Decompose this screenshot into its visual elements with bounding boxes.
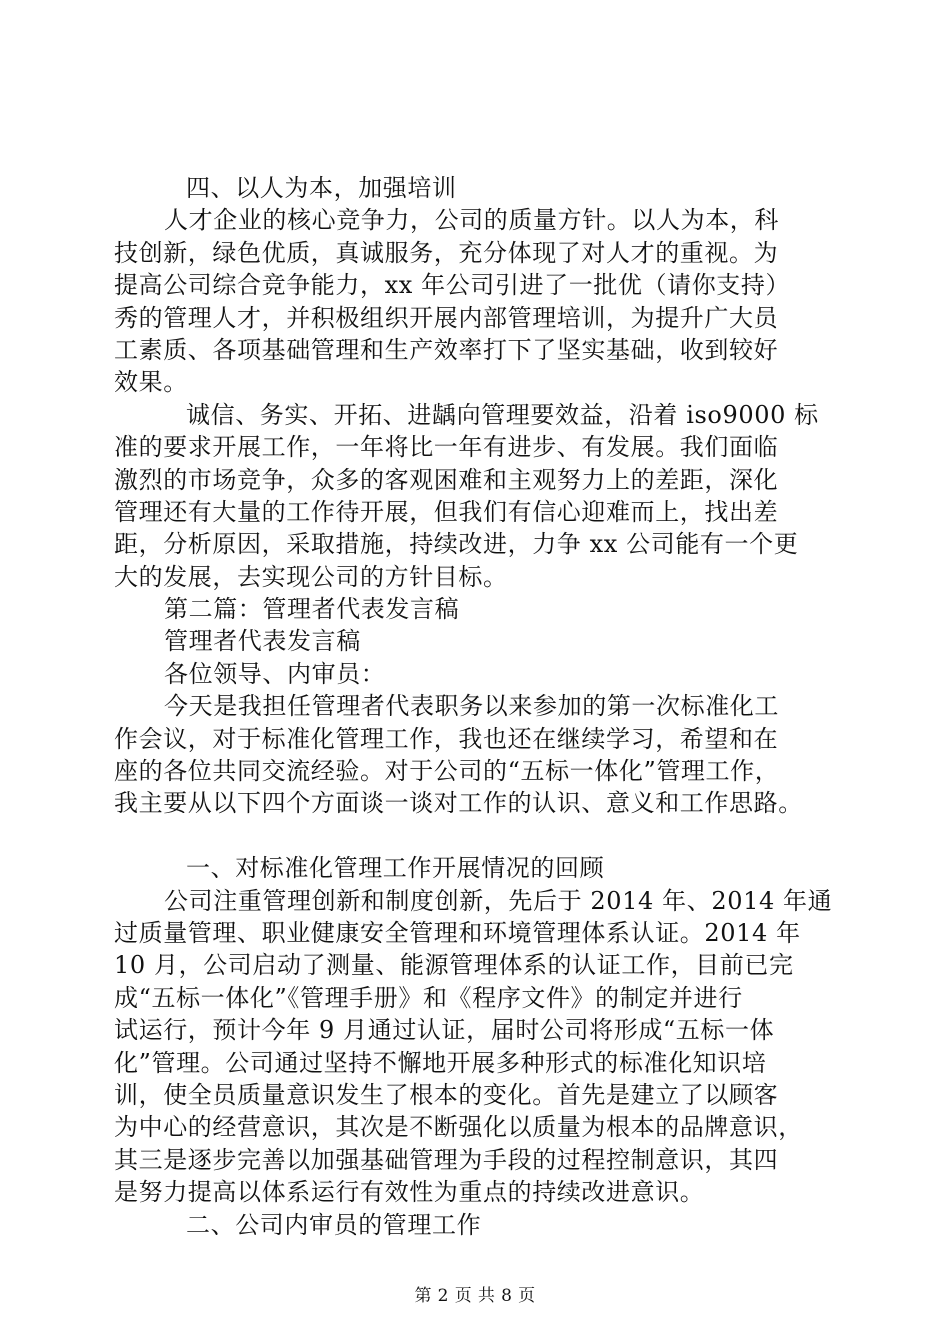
- text-line: 提高公司综合竞争能力，xx 年公司引进了一批优（请你支持）: [114, 271, 791, 300]
- text-line: 四、以人为本，加强培训: [186, 174, 457, 202]
- text-line: 人才企业的核心竞争力，公司的质量方针。以人为本，科: [164, 206, 779, 235]
- text-line: 为中心的经营意识，其次是不断强化以质量为根本的品牌意识，: [114, 1113, 803, 1142]
- text-line: 今天是我担任管理者代表职务以来参加的第一次标准化工: [164, 692, 779, 721]
- blank-line: [114, 820, 854, 852]
- text-line: 效果。: [114, 368, 188, 397]
- text-line: 训，使全员质量意识发生了根本的变化。首先是建立了以顾客: [114, 1080, 779, 1109]
- text-line: 其三是逐步完善以加强基础管理为手段的过程控制意识，其四: [114, 1145, 779, 1174]
- text-line: 二、公司内审员的管理工作: [186, 1210, 482, 1239]
- text-line: 试运行，预计今年 9 月通过认证，届时公司将形成“五标一体: [114, 1016, 775, 1045]
- text-line: 准的要求开展工作，一年将比一年有进步、有发展。我们面临: [114, 433, 779, 462]
- page-footer: 第 2 页 共 8 页: [414, 1286, 536, 1306]
- text-line: 激烈的市场竞争，众多的客观困难和主观努力上的差距，深化: [114, 465, 779, 494]
- text-line: 第二篇：管理者代表发言稿: [164, 595, 460, 624]
- text-line: 是努力提高以体系运行有效性为重点的持续改进意识。: [114, 1178, 705, 1207]
- text-line: 工素质、各项基础管理和生产效率打下了坚实基础，收到较好: [114, 335, 779, 364]
- text-line: 秀的管理人才，并积极组织开展内部管理培训，为提升广大员: [114, 303, 779, 332]
- text-line: 技创新，绿色优质，真诚服务，充分体现了对人才的重视。为: [114, 238, 779, 267]
- text-line: 管理还有大量的工作待开展，但我们有信心迎难而上，找出差: [114, 497, 779, 526]
- text-line: 一、对标准化管理工作开展情况的回顾: [186, 854, 605, 883]
- text-line: 距，分析原因，采取措施，持续改进，力争 xx 公司能有一个更: [114, 530, 799, 559]
- text-line: 作会议，对于标准化管理工作，我也还在继续学习，希望和在: [114, 724, 779, 753]
- text-line: 公司注重管理创新和制度创新，先后于 2014 年、2014 年通: [164, 886, 833, 915]
- text-line: 各位领导、内审员：: [164, 659, 386, 688]
- text-line: 过质量管理、职业健康安全管理和环境管理体系认证。2014 年: [114, 918, 801, 947]
- document-body: [114, 172, 854, 1241]
- text-line: 大的发展，去实现公司的方针目标。: [114, 562, 508, 591]
- text-line: 成“五标一体化”《管理手册》和《程序文件》的制定并进行: [114, 983, 743, 1012]
- text-line: 化”管理。公司通过坚持不懈地开展多种形式的标准化知识培: [114, 1048, 767, 1077]
- text-line: 座的各位共同交流经验。对于公司的“五标一体化”管理工作，: [114, 757, 780, 786]
- text-line: 诚信、务实、开拓、进龋向管理要效益，沿着 iso9000 标: [186, 400, 819, 429]
- text-line: 10 月，公司启动了测量、能源管理体系的认证工作，目前已完: [114, 951, 794, 980]
- text-line: 我主要从以下四个方面谈一谈对工作的认识、意义和工作思路。: [114, 789, 803, 818]
- text-line: 管理者代表发言稿: [164, 627, 361, 656]
